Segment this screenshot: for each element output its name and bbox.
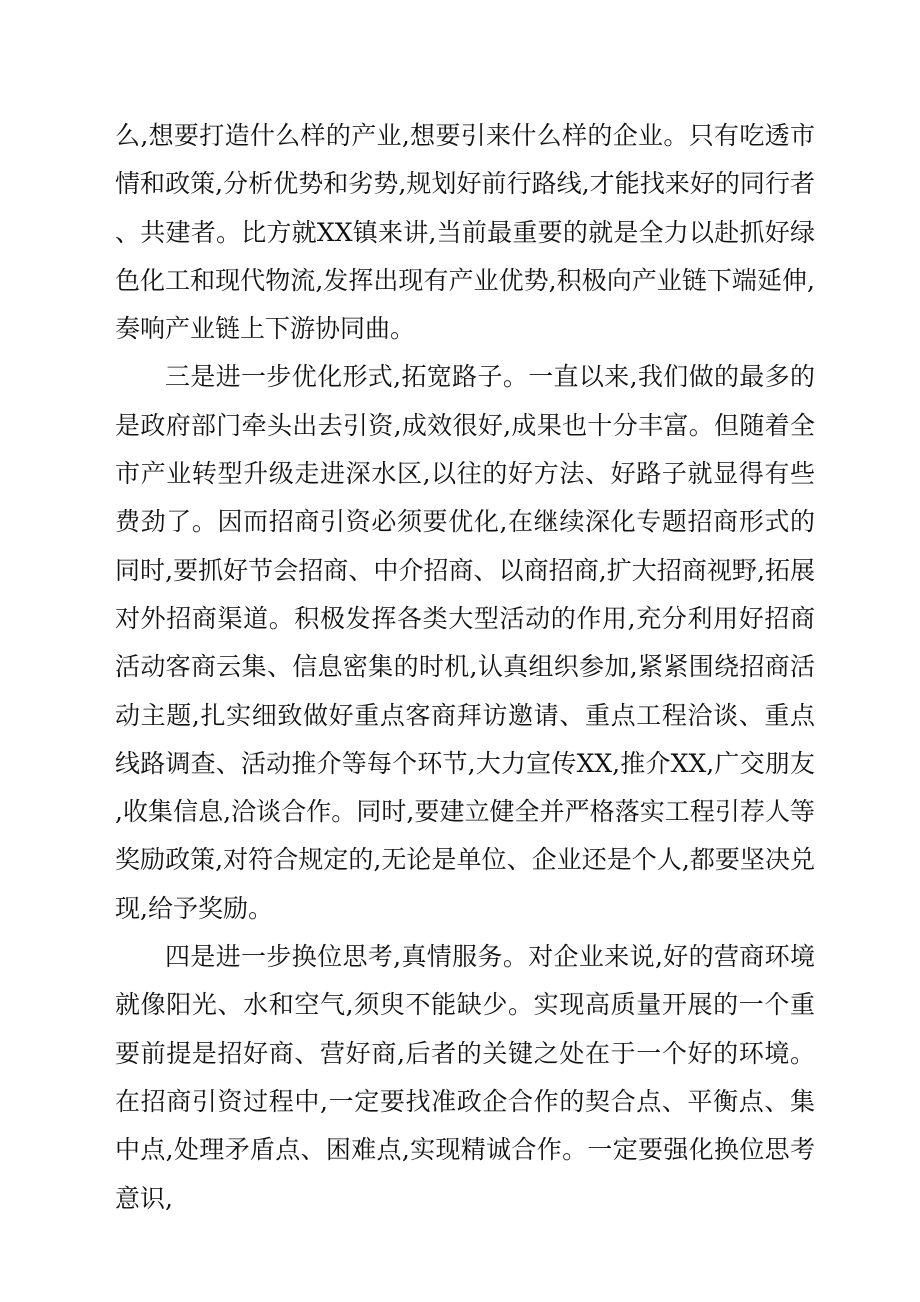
document-body	[115, 112, 815, 1223]
paragraph-point-three: 三是进一步优化形式,拓宽路子。一直以来,我们做的最多的是政府部门牵头出去引资,成效很好,成果也十分丰富。但随着全市产业转型升级走进深水区,以往的好方法、好路子就显得有些费劲了。因而招商引资必须要优化,在继续深化专题招商形式的同时,要抓好节会招商、中介招商、以商招商,扩大招商视野,拓展对外招商渠道。积极发挥各类大型活动的作用,充分利用好招商活动客商云集、信息密集的时机,认真组织参加,紧紧围绕招商活动主题,扎实细致做好重点客商拜访邀请、重点工程洽谈、重点线路调查、活动推介等每个环节,大力宣传XX,推介XX,广交朋友,收集信息,洽谈合作。同时,要建立健全并严格落实工程引荐人等奖励政策,对符合规定的,无论是单位、企业还是个人,都要坚决兑现,给予奖励。	[115, 362, 815, 923]
paragraph-point-four: 四是进一步换位思考,真情服务。对企业来说,好的营商环境就像阳光、水和空气,须臾不能缺少。实现高质量开展的一个重要前提是招好商、营好商,后者的关键之处在于一个好的环境。在招商引资过程中,一定要找准政企合作的契合点、平衡点、集中点,处理矛盾点、困难点,实现精诚合作。一定要强化换位思考意识,	[115, 942, 815, 1213]
paragraph-continuation: 么,想要打造什么样的产业,想要引来什么样的企业。只有吃透市情和政策,分析优势和劣势,规划好前行路线,才能找来好的同行者、共建者。比方就XX镇来讲,当前最重要的就是全力以赴抓好绿色化工和现代物流,发挥出现有产业优势,积极向产业链下端延伸,奏响产业链上下游协同曲。	[115, 121, 815, 344]
